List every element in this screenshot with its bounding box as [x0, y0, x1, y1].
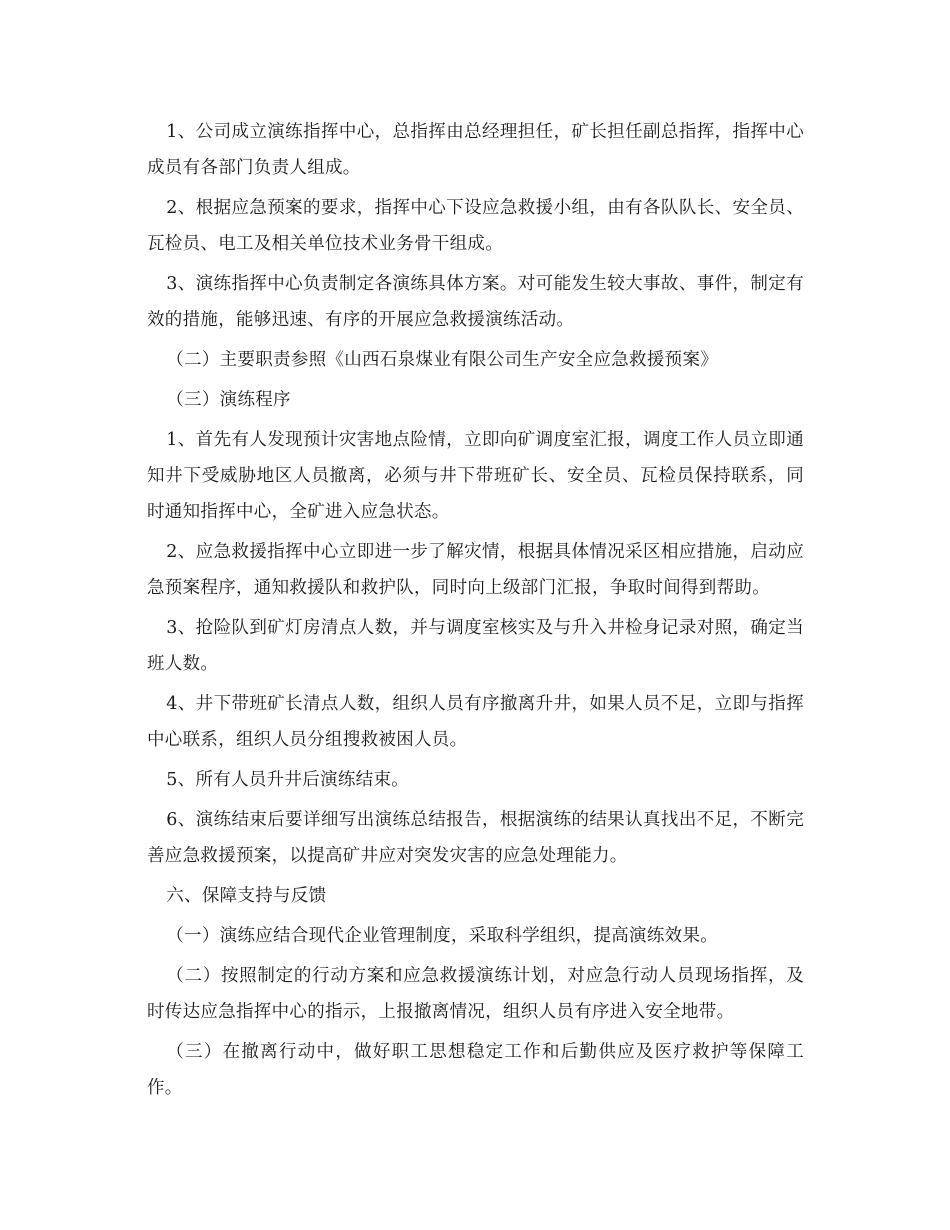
heading-support-feedback: 六、保障支持与反馈 — [166, 886, 327, 906]
paragraph-procedure-step-2: 2、应急救援指挥中心立即进一步了解灾情，根据具体情况采区相应措施，启动应急预案程序，通知救援队和救护队，同时向上级部门汇报，争取时间得到帮助。 — [147, 542, 804, 598]
heading-main-duties: （二）主要职责参照《山西石泉煤业有限公司生产安全应急救援预案》 — [166, 350, 719, 370]
paragraph-command-center: 1、公司成立演练指挥中心，总指挥由总经理担任，矿长担任副总指挥，指挥中心成员有各部门负责人组成。 — [147, 122, 804, 178]
heading-drill-procedure: （三）演练程序 — [166, 390, 291, 410]
paragraph-drill-plan: 3、演练指挥中心负责制定各演练具体方案。对可能发生较大事故、事件，制定有效的措施，能够迅速、有序的开展应急救援演练活动。 — [147, 274, 804, 330]
paragraph-procedure-step-5: 5、所有人员升井后演练结束。 — [166, 770, 410, 790]
paragraph-procedure-step-4: 4、井下带班矿长清点人数，组织人员有序撤离升井，如果人员不足，立即与指挥中心联系，组织人员分组搜救被困人员。 — [147, 694, 804, 750]
paragraph-procedure-step-6: 6、演练结束后要详细写出演练总结报告，根据演练的结果认真找出不足，不断完善应急救援预案，以提高矿井应对突发灾害的应急处理能力。 — [147, 810, 804, 866]
paragraph-support-3: （三）在撤离行动中，做好职工思想稳定工作和后勤供应及医疗救护等保障工作。 — [147, 1042, 804, 1098]
paragraph-rescue-team: 2、根据应急预案的要求，指挥中心下设应急救援小组，由有各队队长、安全员、瓦检员、电工及相关单位技术业务骨干组成。 — [147, 198, 804, 254]
paragraph-procedure-step-1: 1、首先有人发现预计灾害地点险情，立即向矿调度室汇报，调度工作人员立即通知井下受威胁地区人员撤离，必须与井下带班矿长、安全员、瓦检员保持联系，同时通知指挥中心，全矿进入应急状态。 — [147, 430, 804, 522]
paragraph-support-1: （一）演练应结合现代企业管理制度，采取科学组织，提高演练效果。 — [166, 926, 719, 946]
paragraph-procedure-step-3: 3、抢险队到矿灯房清点人数，并与调度室核实及与升入井检身记录对照，确定当班人数。 — [147, 618, 804, 674]
paragraph-support-2: （二）按照制定的行动方案和应急救援演练计划，对应急行动人员现场指挥，及时传达应急指挥中心的指示，上报撤离情况，组织人员有序进入安全地带。 — [147, 966, 804, 1022]
